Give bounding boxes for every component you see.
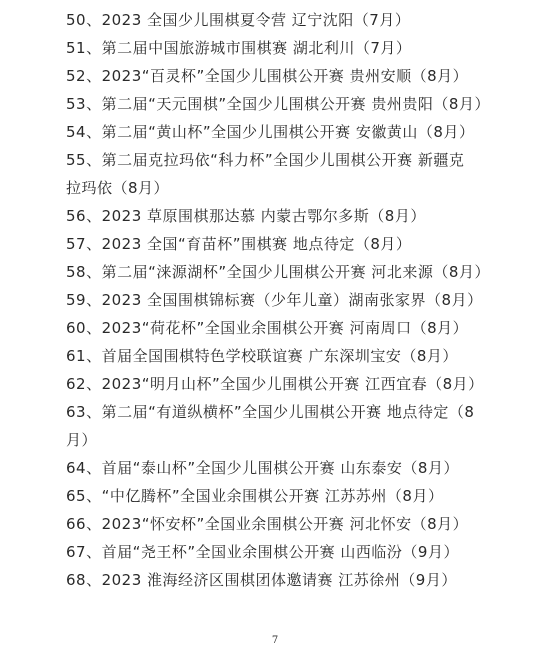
item-number: 50、 <box>66 11 102 29</box>
list-item <box>66 482 536 510</box>
item-number: 57、 <box>66 235 102 253</box>
item-text: 2023 草原围棋那达慕 内蒙古鄂尔多斯（8月） <box>101 207 426 225</box>
item-number: 68、 <box>66 571 102 589</box>
item-number: 62、 <box>66 375 102 393</box>
item-text: 第二届中国旅游城市围棋赛 湖北利川（7月） <box>101 39 412 57</box>
list-item <box>66 34 536 62</box>
item-number: 56、 <box>66 207 102 225</box>
event-list <box>66 6 536 594</box>
list-item <box>66 342 536 370</box>
item-text: 第二届克拉玛依“科力杯”全国少儿围棋公开赛 新疆克拉玛依（8月） <box>66 151 465 197</box>
item-number: 60、 <box>66 319 102 337</box>
item-text: 首届“尧王杯”全国业余围棋公开赛 山西临汾（9月） <box>101 543 459 561</box>
item-number: 61、 <box>66 347 102 365</box>
item-number: 51、 <box>66 39 102 57</box>
list-item <box>66 566 536 594</box>
list-item <box>66 370 536 398</box>
item-text: 2023“明月山杯”全国少儿围棋公开赛 江西宜春（8月） <box>101 375 484 393</box>
item-text: 第二届“天元围棋”全国少儿围棋公开赛 贵州贵阳（8月） <box>101 95 490 113</box>
list-item <box>66 258 536 286</box>
item-number: 67、 <box>66 543 102 561</box>
item-number: 53、 <box>66 95 102 113</box>
item-number: 58、 <box>66 263 102 281</box>
item-text: 第二届“涞源湖杯”全国少儿围棋公开赛 河北来源（8月） <box>101 263 490 281</box>
list-item <box>66 62 536 90</box>
item-number: 55、 <box>66 151 102 169</box>
list-item <box>66 510 536 538</box>
list-item <box>66 398 476 454</box>
page-number: 7 <box>271 635 279 646</box>
item-number: 52、 <box>66 67 102 85</box>
item-text: 2023 全国“育苗杯”围棋赛 地点待定（8月） <box>101 235 412 253</box>
item-text: 首届全国围棋特色学校联谊赛 广东深圳宝安（8月） <box>101 347 458 365</box>
list-item <box>66 286 536 314</box>
item-text: 2023 全国少儿围棋夏令营 辽宁沈阳（7月） <box>101 11 411 29</box>
item-number: 63、 <box>66 403 102 421</box>
item-text: 2023 全国围棋锦标赛（少年儿童）湖南张家界（8月） <box>101 291 483 309</box>
item-text: “中亿腾杯”全国业余围棋公开赛 江苏苏州（8月） <box>101 487 444 505</box>
list-item <box>66 6 536 34</box>
list-item <box>66 538 536 566</box>
item-number: 59、 <box>66 291 102 309</box>
item-text: 2023“百灵杯”全国少儿围棋公开赛 贵州安顺（8月） <box>101 67 469 85</box>
list-item <box>66 118 536 146</box>
item-text: 2023 淮海经济区围棋团体邀请赛 江苏徐州（9月） <box>101 571 457 589</box>
list-item <box>66 202 536 230</box>
item-number: 65、 <box>66 487 102 505</box>
list-item <box>66 90 536 118</box>
item-text: 2023“荷花杯”全国业余围棋公开赛 河南周口（8月） <box>101 319 469 337</box>
list-item <box>66 454 536 482</box>
item-number: 54、 <box>66 123 102 141</box>
item-text: 首届“泰山杯”全国少儿围棋公开赛 山东泰安（8月） <box>101 459 459 477</box>
item-number: 66、 <box>66 515 102 533</box>
item-number: 64、 <box>66 459 102 477</box>
item-text: 第二届“黄山杯”全国少儿围棋公开赛 安徽黄山（8月） <box>101 123 475 141</box>
item-text: 2023“怀安杯”全国业余围棋公开赛 河北怀安（8月） <box>101 515 469 533</box>
list-item <box>66 230 536 258</box>
list-item <box>66 146 476 202</box>
list-item <box>66 314 536 342</box>
item-text: 第二届“有道纵横杯”全国少儿围棋公开赛 地点待定（8月） <box>66 403 475 449</box>
